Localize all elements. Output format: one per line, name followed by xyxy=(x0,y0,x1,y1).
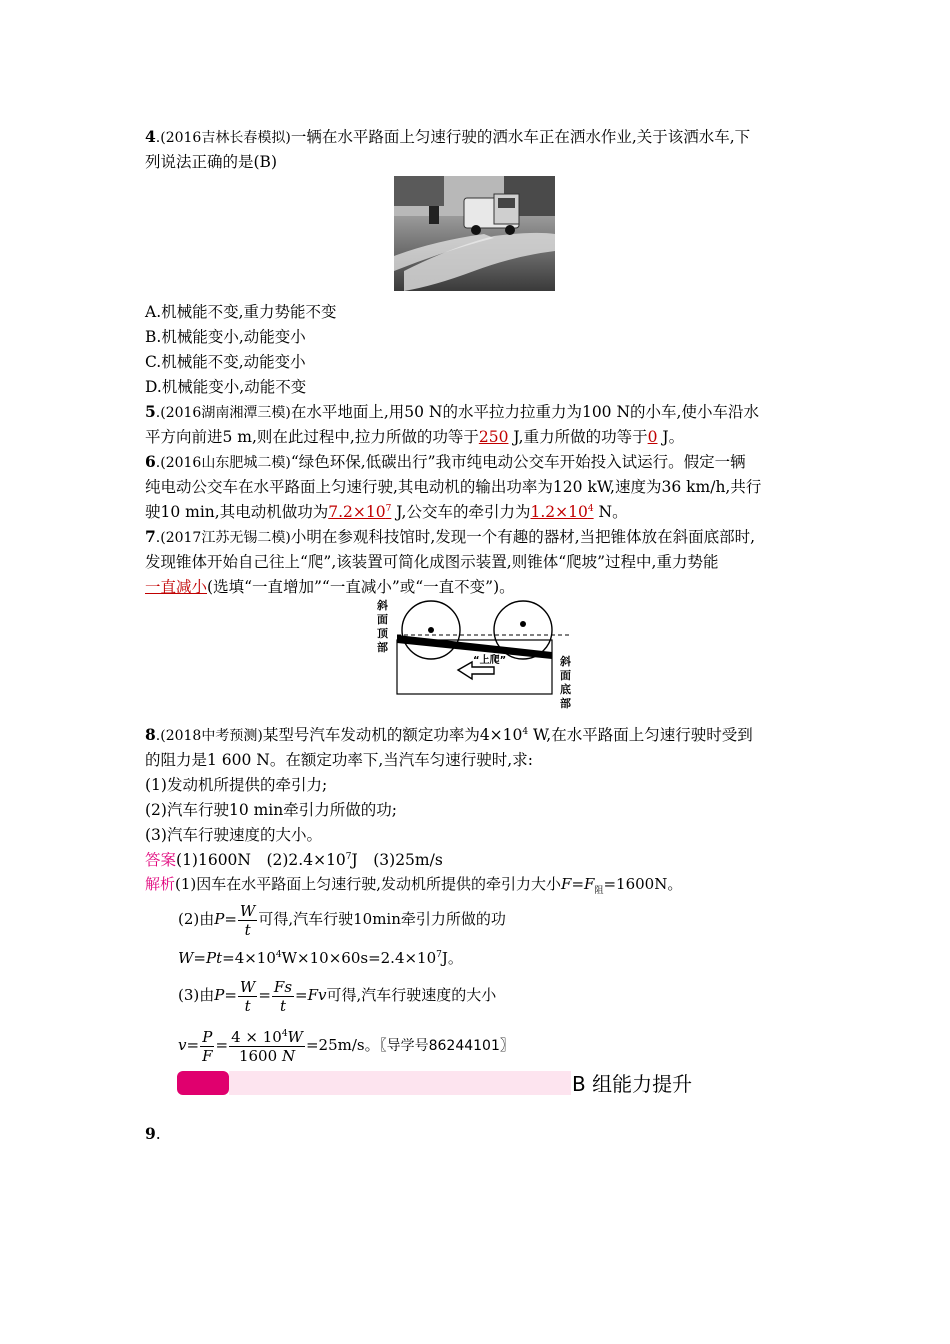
q7-line3 xyxy=(145,577,515,597)
q6-line1 xyxy=(145,452,746,473)
q8-text: 某型号汽车发动机的额定功率为4×10 xyxy=(262,726,523,744)
answer-exp: 7 xyxy=(345,852,352,862)
q5-answer-2: 0 xyxy=(647,428,658,446)
question-number: 4 xyxy=(145,127,156,146)
q8-line2: 的阻力是1 600 N。在额定功率下,当汽车匀速行驶时,求: xyxy=(145,751,533,769)
q6-answer-2-exp: 4 xyxy=(587,504,594,514)
analysis-text: (3)由 xyxy=(178,986,215,1004)
q8-item-3: (3)汽车行驶速度的大小。 xyxy=(145,826,322,844)
analysis-text: 可得,汽车行驶速度的大小 xyxy=(326,986,497,1004)
analysis-text: =25m/s。 xyxy=(305,1036,380,1054)
analysis-label: 解析 xyxy=(145,875,176,893)
numerator: W xyxy=(239,977,256,996)
q7-line1 xyxy=(145,527,755,548)
fraction xyxy=(238,902,257,939)
symbol: F xyxy=(561,875,572,893)
question-number: 7 xyxy=(145,527,156,546)
symbol: = xyxy=(295,986,308,1004)
analysis-text: (2)由 xyxy=(178,910,215,928)
denominator: t xyxy=(279,996,286,1015)
symbol: Fv xyxy=(307,986,327,1004)
analysis-text: =4×10 xyxy=(222,949,276,967)
q8-text: W,在水平路面上匀速行驶时受到 xyxy=(528,726,753,744)
numerator: W xyxy=(239,901,256,920)
q6-line3 xyxy=(145,502,628,522)
q5-answer-1: 250 xyxy=(478,428,509,446)
arrow-label: “上爬” xyxy=(473,655,507,666)
numerator-value: 4 × 10 xyxy=(231,1027,282,1046)
q7-text: (选填“一直增加”“一直减小”或“一直不变”)。 xyxy=(207,578,515,596)
question-number: 6 xyxy=(145,452,156,471)
exp: 7 xyxy=(436,950,442,960)
section-title: B 组能力提升 xyxy=(572,1072,693,1096)
question-number: 5 xyxy=(145,402,156,421)
analysis-text: (1)因车在水平路面上匀速行驶,发动机所提供的牵引力大小 xyxy=(175,875,562,893)
answer-text: (1)1600N (2)2.4×10 xyxy=(176,851,346,869)
top-label-4: 部 xyxy=(377,641,388,654)
analysis-line-3 xyxy=(178,948,463,968)
symbol: = xyxy=(215,1036,229,1054)
answer-text: J (3)25m/s xyxy=(351,851,443,869)
q8-line1 xyxy=(145,725,753,746)
q7-answer: 一直减小 xyxy=(145,578,208,596)
symbol: P xyxy=(214,986,225,1004)
top-label-1: 斜 xyxy=(377,599,388,612)
symbol: W xyxy=(178,949,194,967)
fraction xyxy=(272,978,294,1015)
bottom-label-1: 斜 xyxy=(560,655,571,668)
section-bar xyxy=(229,1071,571,1095)
q5-line2 xyxy=(145,427,684,447)
analysis-line-5 xyxy=(178,1026,514,1065)
unit: W xyxy=(287,1027,303,1046)
answer-label: 答案 xyxy=(145,851,177,869)
bottom-label-4: 部 xyxy=(560,697,571,710)
bottom-label-2: 面 xyxy=(560,669,571,682)
q4-line2: 列说法正确的是(B) xyxy=(145,153,277,171)
question-dot: . xyxy=(155,1125,161,1143)
analysis-text: W×10×60s=2.4×10 xyxy=(281,949,437,967)
q9-line xyxy=(145,1124,161,1144)
section-bar-accent xyxy=(177,1071,229,1095)
fraction xyxy=(238,978,257,1015)
symbol: v xyxy=(178,1036,187,1054)
answer-line xyxy=(145,850,443,870)
numerator xyxy=(229,1028,305,1047)
q6-text: N。 xyxy=(593,503,628,521)
numerator: P xyxy=(200,1028,214,1047)
symbol: Pt xyxy=(206,949,223,967)
q5-text: J,重力所做的功等于 xyxy=(508,428,648,446)
denominator xyxy=(229,1047,305,1065)
symbol: = xyxy=(224,910,237,928)
symbol: = xyxy=(193,949,206,967)
question-source: .(2016山东肥城二模) xyxy=(155,455,291,471)
q5-line1 xyxy=(145,402,759,423)
q4-option-b: B.机械能变小,动能变小 xyxy=(145,328,306,346)
question-number: 8 xyxy=(145,725,156,744)
exp: 4 xyxy=(281,1028,288,1039)
symbol: P xyxy=(214,910,225,928)
top-label-3: 顶 xyxy=(377,627,388,640)
q4-text: 一辆在水平路面上匀速行驶的洒水车正在洒水作业,关于该洒水车,下 xyxy=(290,128,751,146)
analysis-line-2 xyxy=(178,900,506,939)
q6-answer-2-base: 1.2×10 xyxy=(530,503,588,521)
q6-answer-1-base: 7.2×10 xyxy=(328,503,386,521)
q4-line1 xyxy=(145,127,750,148)
q5-text: J。 xyxy=(657,428,685,446)
analysis-text: 可得,汽车行驶10min牵引力所做的功 xyxy=(258,910,506,928)
question-source: .(2016吉林长春模拟) xyxy=(155,130,291,146)
denominator: t xyxy=(244,996,251,1015)
q6-text: “绿色环保,低碳出行”我市纯电动公交车开始投入试运行。假定一辆 xyxy=(290,453,746,471)
fraction xyxy=(200,1028,214,1065)
q5-text: 平方向前进5 m,则在此过程中,拉力所做的功等于 xyxy=(145,428,479,446)
question-source: .(2017江苏无锡二模) xyxy=(155,530,291,546)
q6-text: J,公交车的牵引力为 xyxy=(391,503,531,521)
question-source: .(2018中考预测) xyxy=(155,728,263,744)
q8-exp: 4 xyxy=(522,727,529,737)
top-label-2: 面 xyxy=(377,613,388,626)
q5-text: 在水平地面上,用50 N的水平拉力拉重力为100 N的小车,使小车沿水 xyxy=(290,403,759,421)
analysis-text: J。 xyxy=(441,949,463,967)
q6-answer-2 xyxy=(531,503,594,521)
q7-line2: 发现锥体开始自己往上“爬”,该装置可简化成图示装置,则锥体“爬坡”过程中,重力势能 xyxy=(145,553,719,571)
q6-answer-1-exp: 7 xyxy=(385,504,392,514)
q7-text: 小明在参观科技馆时,发现一个有趣的器材,当把锥体放在斜面底部时, xyxy=(290,528,756,546)
denominator: t xyxy=(244,920,251,939)
analysis-text: =1600N。 xyxy=(603,875,683,893)
denominator-value: 1600 xyxy=(238,1046,278,1065)
q6-answer-1 xyxy=(328,503,391,521)
q6-line2: 纯电动公交车在水平路面上匀速行驶,其电动机的输出功率为120 kW,速度为36 km/h,共行 xyxy=(145,478,762,496)
q4-option-d: D.机械能变小,动能不变 xyxy=(145,378,307,396)
guide-number: 〖导学号86244101〗 xyxy=(379,1038,514,1054)
subscript: 阻 xyxy=(594,886,604,896)
cone-incline-diagram xyxy=(360,597,580,713)
numerator: Fs xyxy=(273,977,293,996)
analysis-line-1 xyxy=(145,874,682,894)
q8-item-2: (2)汽车行驶10 min牵引力所做的功; xyxy=(145,801,397,819)
q4-option-a: A.机械能不变,重力势能不变 xyxy=(145,303,337,321)
symbol: = xyxy=(186,1036,200,1054)
question-number: 9 xyxy=(145,1124,156,1143)
symbol: F xyxy=(584,875,595,893)
fraction xyxy=(229,1028,305,1065)
q4-option-c: C.机械能不变,动能变小 xyxy=(145,353,306,371)
symbol: = xyxy=(571,875,585,893)
denominator: F xyxy=(202,1046,213,1065)
bottom-label-3: 底 xyxy=(560,683,571,696)
question-source: .(2016湖南湘潭三模) xyxy=(155,405,291,421)
q6-text: 驶10 min,其电动机做功为 xyxy=(145,503,329,521)
sprinkler-truck-photo xyxy=(394,176,555,291)
analysis-line-4 xyxy=(178,976,496,1015)
q8-item-1: (1)发动机所提供的牵引力; xyxy=(145,776,328,794)
unit: N xyxy=(281,1046,296,1065)
symbol: = xyxy=(258,986,271,1004)
exp: 4 xyxy=(275,950,282,960)
symbol: = xyxy=(224,986,237,1004)
